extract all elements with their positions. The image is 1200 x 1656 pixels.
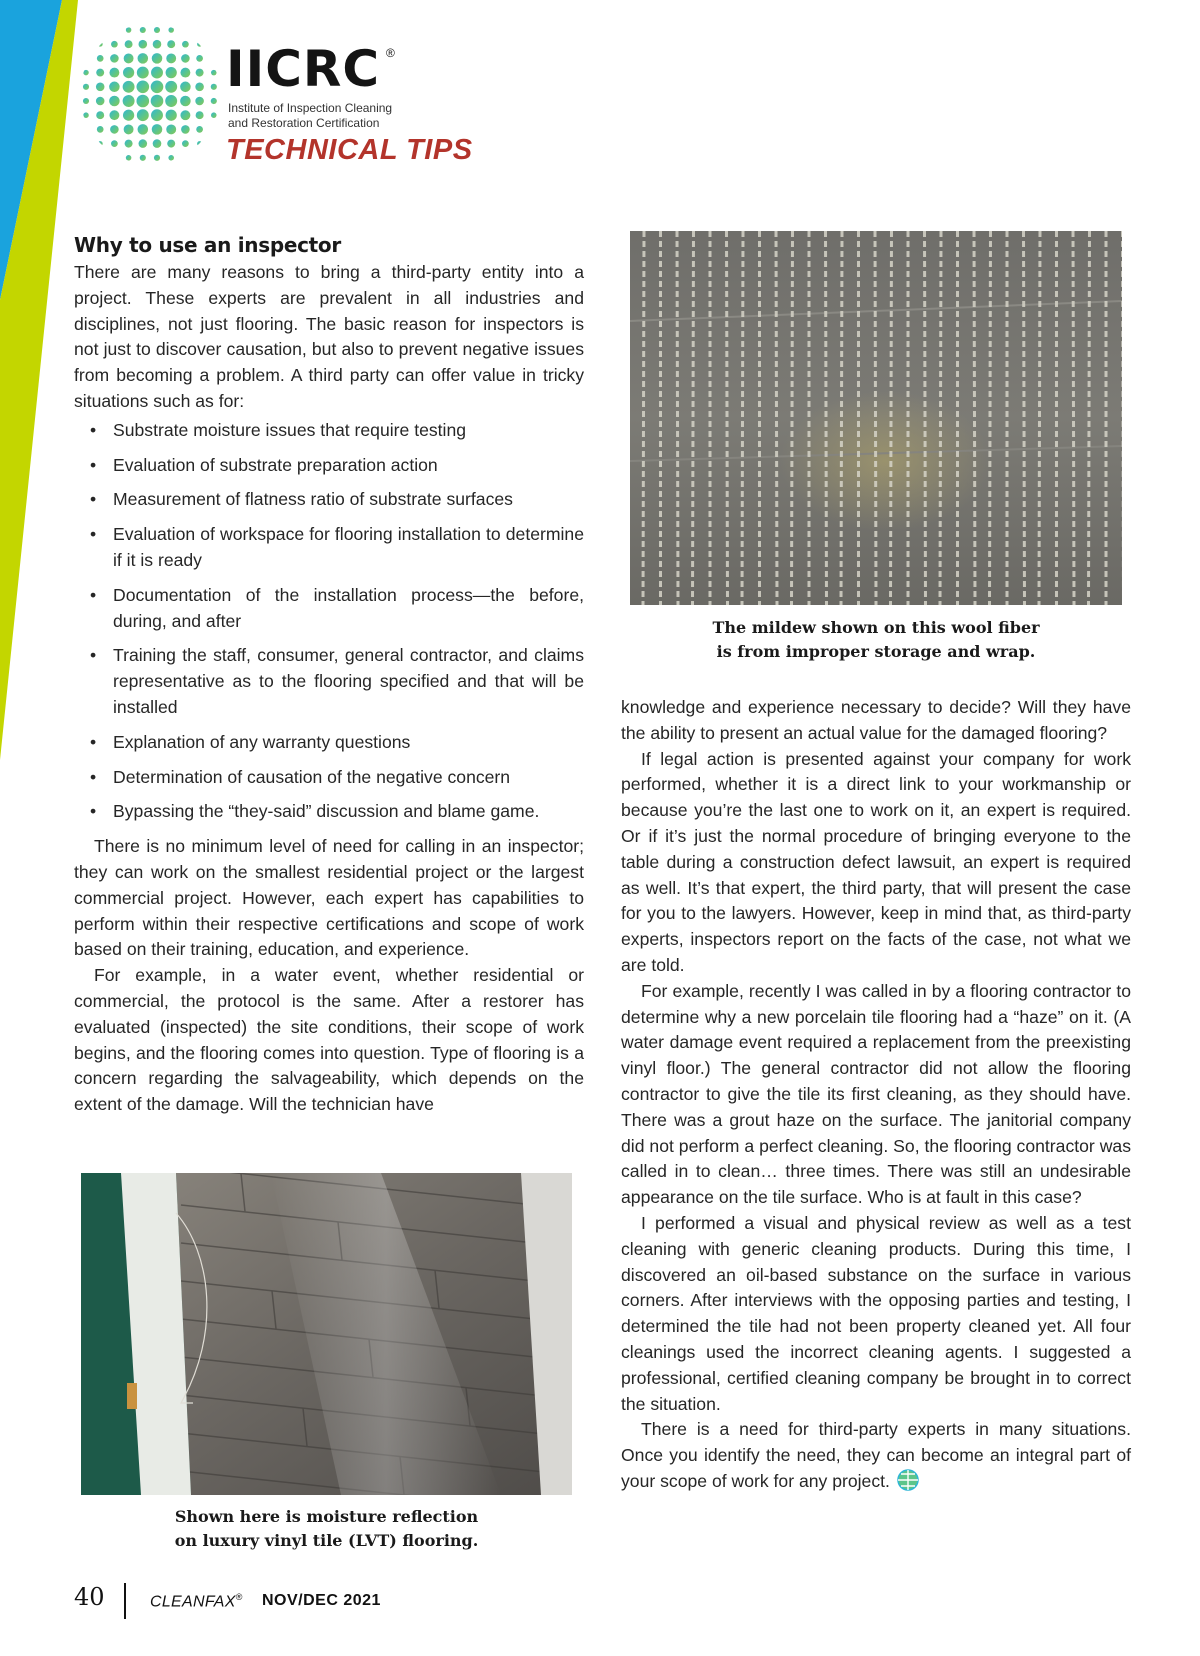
footer-divider bbox=[124, 1583, 126, 1619]
list-item: • Bypassing the “they-said” discussion and blame game. bbox=[113, 799, 584, 825]
body-paragraph: For example, in a water event, whether residential or commercial, the protocol is the same. After a restorer has evaluated (inspected) the site conditions, their scope of work begins, and the flooring comes into question. Type of flooring is a concern regarding the salvageability, which depends on the extent of the damage. Will the technician have bbox=[74, 965, 584, 1115]
registered-mark: ® bbox=[386, 46, 395, 60]
iicrc-header bbox=[78, 22, 578, 172]
section-heading: Why to use an inspector bbox=[74, 233, 341, 257]
left-column bbox=[74, 230, 584, 1118]
carpet-photo-caption bbox=[630, 616, 1122, 664]
list-item: • Determination of causation of the negative concern bbox=[113, 765, 584, 791]
body-paragraph: knowledge and experience necessary to decide? Will they have the ability to present an actual value for the damaged flooring? bbox=[621, 697, 1131, 743]
list-item: • Training the staff, consumer, general contractor, and claims representative as to the flooring specified and that will be installed bbox=[113, 643, 584, 720]
closing-text: There is a need for third-party experts in many situations. Once you identify the need, they can become an integral part of your scope of work for any project. bbox=[621, 1419, 1131, 1491]
publication-registered-mark: ® bbox=[235, 1592, 243, 1602]
iicrc-globe-icon bbox=[78, 22, 222, 166]
caption-line: The mildew shown on this wool fiber bbox=[712, 618, 1040, 637]
lvt-floor-photo bbox=[81, 1173, 572, 1495]
end-mark-globe-icon bbox=[897, 1469, 919, 1491]
reasons-list bbox=[74, 418, 584, 825]
list-item: • Measurement of flatness ratio of substrate surfaces bbox=[113, 487, 584, 513]
page-footer bbox=[74, 1583, 774, 1619]
caption-line: on luxury vinyl tile (LVT) flooring. bbox=[174, 1531, 479, 1550]
page-number: 40 bbox=[74, 1583, 105, 1611]
body-paragraph: I performed a visual and physical review as well as a test cleaning with generic cleaning products. During this time, I discovered an oil-based substance on the surface in various corners. After interviews with the opposing parties and testing, I determined the tile had not been property cleaned yet. All four cleanings used the incorrect cleaning agents. I suggested a professional, certified cleaning company be brought in to correct the situation. bbox=[621, 1212, 1131, 1414]
body-paragraph: For example, recently I was called in by a flooring contractor to determine why a new porcelain tile flooring had a “haze” on it. (A water damage event required a replacement from the preexisting vinyl floor.) The general contractor did not allow the flooring contractor to give the tile its first cleaning, as they should have. There was a grout haze on the surface. The janitorial company did not perform a perfect cleaning. So, the flooring contractor was called in to clean… three times. There was still an undesirable appearance on the tile surface. Who is at fault in this case? bbox=[621, 980, 1131, 1208]
section-title: TECHNICAL TIPS bbox=[226, 134, 473, 166]
lvt-photo-caption bbox=[81, 1505, 572, 1553]
publication-name bbox=[150, 1592, 243, 1611]
mildew-carpet-photo bbox=[630, 231, 1122, 605]
right-column bbox=[621, 695, 1131, 1495]
iicrc-name-line-1: Institute of Inspection Cleaning bbox=[228, 101, 393, 115]
body-paragraph: If legal action is presented against your company for work performed, whether it is a direct link to your workmanship or because you’re the last one to work on it, an expert is required. Or if it’s just the normal procedure of bringing everyone to the table during a construction defect lawsuit, an expert is required as well. It’s that expert, the third party, that will present the case for you to the lawyers. However, keep in mind that, as third-party experts, inspectors report on the facts of the case, not what we are told. bbox=[621, 748, 1131, 975]
publication-title: CLEANFAX bbox=[150, 1593, 236, 1611]
caption-line: Shown here is moisture reflection bbox=[174, 1507, 479, 1526]
iicrc-name-line-2: and Restoration Certification bbox=[228, 116, 380, 130]
list-item: • Substrate moisture issues that require testing bbox=[113, 418, 584, 444]
iicrc-full-name bbox=[228, 101, 392, 131]
iicrc-wordmark: IICRC bbox=[226, 40, 381, 98]
issue-date: NOV/DEC 2021 bbox=[262, 1592, 381, 1609]
list-item: • Explanation of any warranty questions bbox=[113, 730, 584, 756]
closing-paragraph bbox=[621, 1417, 1131, 1494]
caption-line: is from improper storage and wrap. bbox=[716, 642, 1036, 661]
intro-paragraph: There are many reasons to bring a third-party entity into a project. These experts are prevalent in all industries and disciplines, not just flooring. The basic reason for inspectors is not just to discover causation, but also to prevent negative issues from becoming a problem. A third party can offer value in tricky situations such as for: bbox=[74, 262, 584, 411]
list-item: • Evaluation of workspace for flooring installation to determine if it is ready bbox=[113, 522, 584, 574]
list-item: • Evaluation of substrate preparation action bbox=[113, 453, 584, 479]
body-paragraph: There is no minimum level of need for calling in an inspector; they can work on the smallest residential project or the largest commercial project. However, each expert has capabilities to perform within their respective certifications and scope of work based on their training, education, and experience. bbox=[74, 836, 584, 960]
list-item: • Documentation of the installation process—the before, during, and after bbox=[113, 583, 584, 635]
